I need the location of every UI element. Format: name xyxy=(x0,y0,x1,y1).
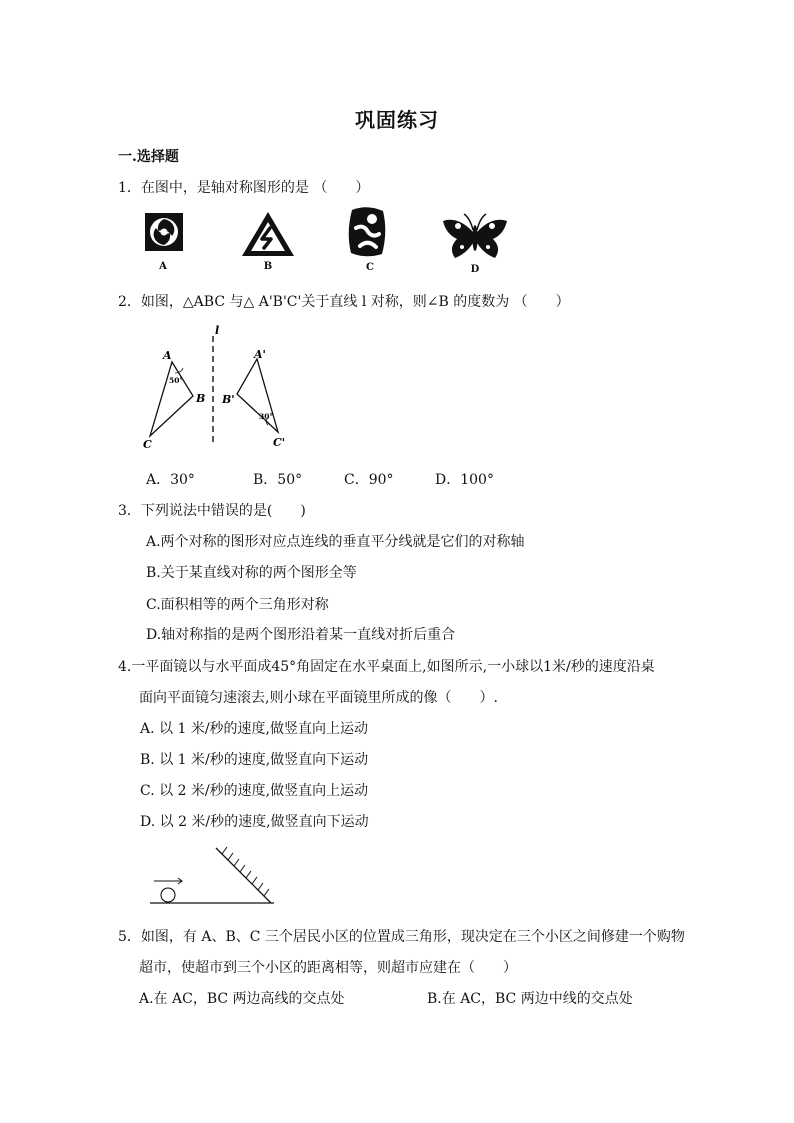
question-2-text: 2．如图，△ABC 与△ A'B'C'关于直线 l 对称，则∠B 的度数为 （ ） xyxy=(118,294,570,310)
page-title: 巩固练习 xyxy=(355,108,439,132)
q3-option-a: A.两个对称的图形对应点连线的垂直平分线就是它们的对称轴 xyxy=(146,534,525,550)
figure-emblem-icon xyxy=(346,206,388,258)
question-5-line-1: 5．如图，有 A、B、C 三个居民小区的位置成三角形，现决定在三个小区之间修建一个购物 xyxy=(118,929,685,945)
vertex-a-prime-label: A' xyxy=(254,348,266,361)
vertex-b-label: B xyxy=(196,392,206,405)
vertex-c-prime-label: C' xyxy=(273,436,286,449)
angle-c-prime-label: 30° xyxy=(259,412,274,421)
q4-option-c: C. 以 2 米/秒的速度,做竖直向上运动 xyxy=(140,783,369,799)
warning-triangle-icon xyxy=(240,210,296,258)
q2-option-b: B．50° xyxy=(253,472,303,488)
question-4-line-2: 面向平面镜匀速滚去,则小球在平面镜里所成的像（ ）. xyxy=(139,690,498,706)
mirror-ball-figure xyxy=(148,844,278,906)
q4-option-b: B. 以 1 米/秒的速度,做竖直向下运动 xyxy=(140,752,369,768)
vertex-c-label: C xyxy=(143,438,152,451)
q5-option-b: B.在 AC，BC 两边中线的交点处 xyxy=(427,991,633,1007)
angle-a-label: 50° xyxy=(169,376,184,385)
section-heading: 一.选择题 xyxy=(118,149,179,165)
q4-option-d: D. 以 2 米/秒的速度,做竖直向下运动 xyxy=(140,814,369,830)
symmetry-line-label: l xyxy=(215,324,220,337)
question-5-line-2: 超市，使超市到三个小区的距离相等，则超市应建在（ ） xyxy=(139,960,517,976)
q2-option-d: D．100° xyxy=(435,472,494,488)
q1-caption-c: C xyxy=(366,262,374,273)
q3-option-c: C.面积相等的两个三角形对称 xyxy=(146,597,329,613)
q5-option-a: A.在 AC，BC 两边高线的交点处 xyxy=(139,991,345,1007)
vertex-a-label: A xyxy=(163,349,172,362)
q3-option-b: B.关于某直线对称的两个图形全等 xyxy=(146,565,357,581)
q2-option-a: A．30° xyxy=(146,472,195,488)
question-4-line-1: 4.一平面镜以与水平面成45°角固定在水平桌面上,如图所示,一小球以1米/秒的速度沿桌 xyxy=(118,659,655,675)
q3-option-d: D.轴对称指的是两个图形沿着某一直线对折后重合 xyxy=(146,627,456,643)
swirl-emblem-icon xyxy=(144,212,184,252)
q1-caption-d: D xyxy=(470,264,480,275)
question-1-text: 1．在图中，是轴对称图形的是 （ ） xyxy=(118,180,370,196)
vertex-b-prime-label: B' xyxy=(222,393,235,406)
q1-caption-a: A xyxy=(159,261,167,272)
symmetric-triangles-figure xyxy=(130,322,310,454)
question-3-text: 3．下列说法中错误的是( ) xyxy=(118,503,306,519)
butterfly-icon xyxy=(440,212,510,260)
q2-option-c: C．90° xyxy=(344,472,394,488)
q1-caption-b: B xyxy=(263,261,273,272)
q4-option-a: A. 以 1 米/秒的速度,做竖直向上运动 xyxy=(140,721,368,737)
